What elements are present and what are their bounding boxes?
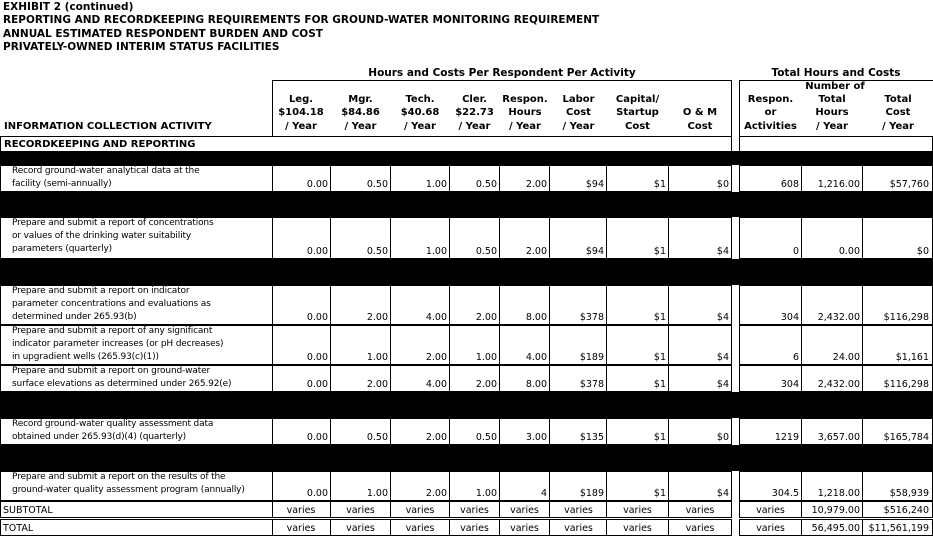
table-cell: 1,218.00 <box>817 488 860 499</box>
col-header-tech: Tech. $40.68 / Year <box>400 94 440 132</box>
group-header-total: Total Hours and Costs <box>771 67 901 79</box>
table-cell: 3.00 <box>525 432 547 443</box>
table-cell: $1 <box>653 488 666 499</box>
table-cell: 304 <box>780 312 799 323</box>
col-header-mgr: Mgr. $84.86 / Year <box>341 94 380 132</box>
table-cell: $1,161 <box>895 352 929 363</box>
subtotal-cell: varies <box>756 505 785 516</box>
table-cell: 1219 <box>774 432 799 443</box>
section-label: RECORDKEEPING AND REPORTING <box>4 139 196 150</box>
table-cell: $116,298 <box>883 379 929 390</box>
group-rule <box>272 80 732 81</box>
title-line: EXHIBIT 2 (continued) <box>3 1 134 13</box>
table-cell: 2,432.00 <box>817 312 860 323</box>
table-cell: $1 <box>653 432 666 443</box>
table-cell: 304.5 <box>771 488 799 499</box>
table-cell: 0.50 <box>475 179 497 190</box>
separator-bar <box>0 151 933 165</box>
separator-bar <box>0 192 933 217</box>
table-row <box>0 165 933 192</box>
total-cell: varies <box>286 523 316 534</box>
table-cell: 0.00 <box>306 379 328 390</box>
table-cell: 0.00 <box>306 488 328 499</box>
total-cell: varies <box>685 523 715 534</box>
table-cell: 0.00 <box>306 352 328 363</box>
table-cell: $0 <box>916 246 929 257</box>
total-row <box>0 519 933 536</box>
table-cell: 0.50 <box>366 246 388 257</box>
table-cell: $4 <box>716 312 729 323</box>
rule <box>0 136 732 137</box>
group-rule <box>739 80 933 81</box>
subtotal-cell: varies <box>685 505 715 516</box>
table-cell: $189 <box>579 488 604 499</box>
title-line: REPORTING AND RECORDKEEPING REQUIREMENTS FOR GROUND-WATER MONITORING REQUIREMENT <box>3 14 600 27</box>
subtotal-cell: 10,979.00 <box>811 505 860 516</box>
description-line: facility (semi-annually) <box>12 179 112 190</box>
table-cell: $4 <box>716 246 729 257</box>
table-cell: 1.00 <box>366 352 388 363</box>
col-header-total-cost: Total Cost / Year <box>882 94 914 132</box>
description-line: Record ground-water quality assessment data <box>12 419 214 429</box>
table-cell: 8.00 <box>525 312 547 323</box>
description-line: surface elevations as determined under 265.92(e) <box>12 379 232 390</box>
table-row <box>0 325 933 365</box>
subtotal-label: SUBTOTAL <box>3 505 53 516</box>
activity-description <box>12 217 214 257</box>
subtotal-cell: varies <box>623 505 652 516</box>
description-line: obtained under 265.93(d)(4) (quarterly) <box>12 432 187 443</box>
rule <box>731 136 732 151</box>
subtotal-row <box>0 501 933 518</box>
total-cell: varies <box>564 523 593 534</box>
col-header-activities: Respon. or Activities <box>744 94 797 132</box>
table-cell: 1.00 <box>366 488 388 499</box>
title-line: ANNUAL ESTIMATED RESPONDENT BURDEN AND COST <box>3 27 323 40</box>
activity-description <box>12 418 213 444</box>
table-cell: 4 <box>540 488 547 499</box>
total-cell: varies <box>460 523 489 534</box>
description-line: parameters (quarterly) <box>12 244 113 255</box>
table-cell: 0.50 <box>366 179 388 190</box>
table-cell: $94 <box>585 179 604 190</box>
description-line: parameter concentrations and evaluations as <box>12 299 211 310</box>
total-cell: varies <box>756 523 785 534</box>
activity-description <box>12 285 211 325</box>
table-cell: 2.00 <box>425 488 447 499</box>
table-cell: 0.50 <box>475 246 497 257</box>
activity-description <box>12 365 231 391</box>
total-cell: varies <box>623 523 652 534</box>
description-line: Prepare and submit a report on the results of the <box>12 472 226 482</box>
table-cell: $1 <box>653 379 666 390</box>
subtotal-cell: varies <box>405 505 435 516</box>
group-rule <box>731 80 732 136</box>
table-cell: $57,760 <box>889 179 929 190</box>
table-cell: 6 <box>792 352 799 363</box>
table-cell: 608 <box>780 179 799 190</box>
table-row <box>0 418 933 445</box>
total-cell: $11,561,199 <box>868 523 929 534</box>
separator-bar <box>0 392 933 418</box>
table-cell: $378 <box>579 312 604 323</box>
description-line: determined under 265.93(b) <box>12 312 137 323</box>
table-cell: $378 <box>579 379 604 390</box>
description-line: Prepare and submit a report on indicator <box>12 286 190 296</box>
table-cell: 1.00 <box>475 488 497 499</box>
table-cell: 2.00 <box>425 432 447 443</box>
table-cell: 1.00 <box>475 352 497 363</box>
col-header-leg: Leg. $104.18 / Year <box>278 94 324 132</box>
table-cell: 0.00 <box>306 312 328 323</box>
table-cell: 0.50 <box>475 432 497 443</box>
table-cell: $165,784 <box>883 432 929 443</box>
table-cell: $4 <box>716 488 729 499</box>
total-label: TOTAL <box>3 523 34 534</box>
activity-description <box>12 165 199 191</box>
document-titles <box>3 1 599 55</box>
description-line: Record ground-water analytical data at the <box>12 166 200 176</box>
table-cell: $58,939 <box>889 488 929 499</box>
table-cell: 2,432.00 <box>817 379 860 390</box>
table-cell: $1 <box>653 246 666 257</box>
col-header-om-cost: O & M Cost <box>682 107 718 132</box>
subtotal-cell: varies <box>460 505 489 516</box>
col-header-cler: Cler. $22.73 / Year <box>455 94 494 132</box>
table-cell: 2.00 <box>366 312 388 323</box>
description-line: Prepare and submit a report of concentrations <box>12 218 214 228</box>
table-cell: 0.50 <box>366 432 388 443</box>
activity-description <box>12 325 223 365</box>
table-cell: 1,216.00 <box>817 179 860 190</box>
rule <box>739 136 740 151</box>
col-header-total-hours: Total Hours / Year <box>815 94 849 132</box>
col-header-capital-cost: Capital/ Startup Cost <box>615 94 660 132</box>
table-cell: 0.00 <box>838 246 860 257</box>
table-cell: $4 <box>716 352 729 363</box>
description-line: or values of the drinking water suitability <box>12 231 192 242</box>
table-cell: 4.00 <box>525 352 547 363</box>
table-cell: 2.00 <box>475 379 497 390</box>
subtotal-cell: varies <box>346 505 375 516</box>
subtotal-cell: varies <box>286 505 316 516</box>
separator-bar <box>0 445 933 471</box>
table-cell: $1 <box>653 179 666 190</box>
table-row <box>0 285 933 325</box>
table-cell: $1 <box>653 312 666 323</box>
subtotal-cell: $516,240 <box>883 505 929 516</box>
col-header-respon-hours: Respon. Hours / Year <box>502 94 548 132</box>
total-cell: 56,495.00 <box>811 523 860 534</box>
table-cell: $189 <box>579 352 604 363</box>
table-cell: 2.00 <box>366 379 388 390</box>
table-cell: 304 <box>780 379 799 390</box>
table-cell: $0 <box>716 179 729 190</box>
table-cell: 8.00 <box>525 379 547 390</box>
description-line: Prepare and submit a report on ground-water <box>12 366 211 376</box>
table-cell: 2.00 <box>525 246 547 257</box>
table-cell: 3,657.00 <box>817 432 860 443</box>
table-cell: 2.00 <box>475 312 497 323</box>
table-cell: 1.00 <box>425 179 447 190</box>
table-row <box>0 217 933 259</box>
description-line: Prepare and submit a report of any significant <box>12 326 213 336</box>
description-line: in upgradient wells (265.93(c)(1)) <box>12 352 159 363</box>
total-cell: varies <box>405 523 435 534</box>
table-cell: $116,298 <box>883 312 929 323</box>
table-cell: $135 <box>579 432 604 443</box>
table-cell: 1.00 <box>425 246 447 257</box>
table-cell: $4 <box>716 379 729 390</box>
table-cell: $0 <box>716 432 729 443</box>
table-cell: $94 <box>585 246 604 257</box>
description-line: indicator parameter increases (or pH decreases) <box>12 339 224 350</box>
table-cell: 0.00 <box>306 179 328 190</box>
total-cell: varies <box>510 523 539 534</box>
rule <box>0 136 1 151</box>
table-cell: $1 <box>653 352 666 363</box>
title-line: PRIVATELY-OWNED INTERIM STATUS FACILITIES <box>3 41 280 54</box>
table-cell: 2.00 <box>525 179 547 190</box>
table-cell: 0.00 <box>306 246 328 257</box>
table-cell: 2.00 <box>425 352 447 363</box>
group-header-per-activity: Hours and Costs Per Respondent Per Activity <box>368 67 636 79</box>
activity-description <box>12 471 245 497</box>
number-of-label: Number of <box>805 81 865 92</box>
table-cell: 4.00 <box>425 379 447 390</box>
subtotal-cell: varies <box>564 505 593 516</box>
description-line: ground-water quality assessment program (annually) <box>12 485 245 496</box>
subtotal-cell: varies <box>510 505 539 516</box>
table-cell: 0.00 <box>306 432 328 443</box>
table-cell: 24.00 <box>832 352 860 363</box>
activity-header: INFORMATION COLLECTION ACTIVITY <box>4 121 212 132</box>
table-cell: 0 <box>792 246 799 257</box>
table-row <box>0 471 933 501</box>
total-cell: varies <box>346 523 375 534</box>
separator-bar <box>0 259 933 285</box>
table-row <box>0 365 933 392</box>
rule <box>739 136 933 137</box>
table-cell: 4.00 <box>425 312 447 323</box>
col-header-labor-cost: Labor Cost / Year <box>562 94 595 132</box>
